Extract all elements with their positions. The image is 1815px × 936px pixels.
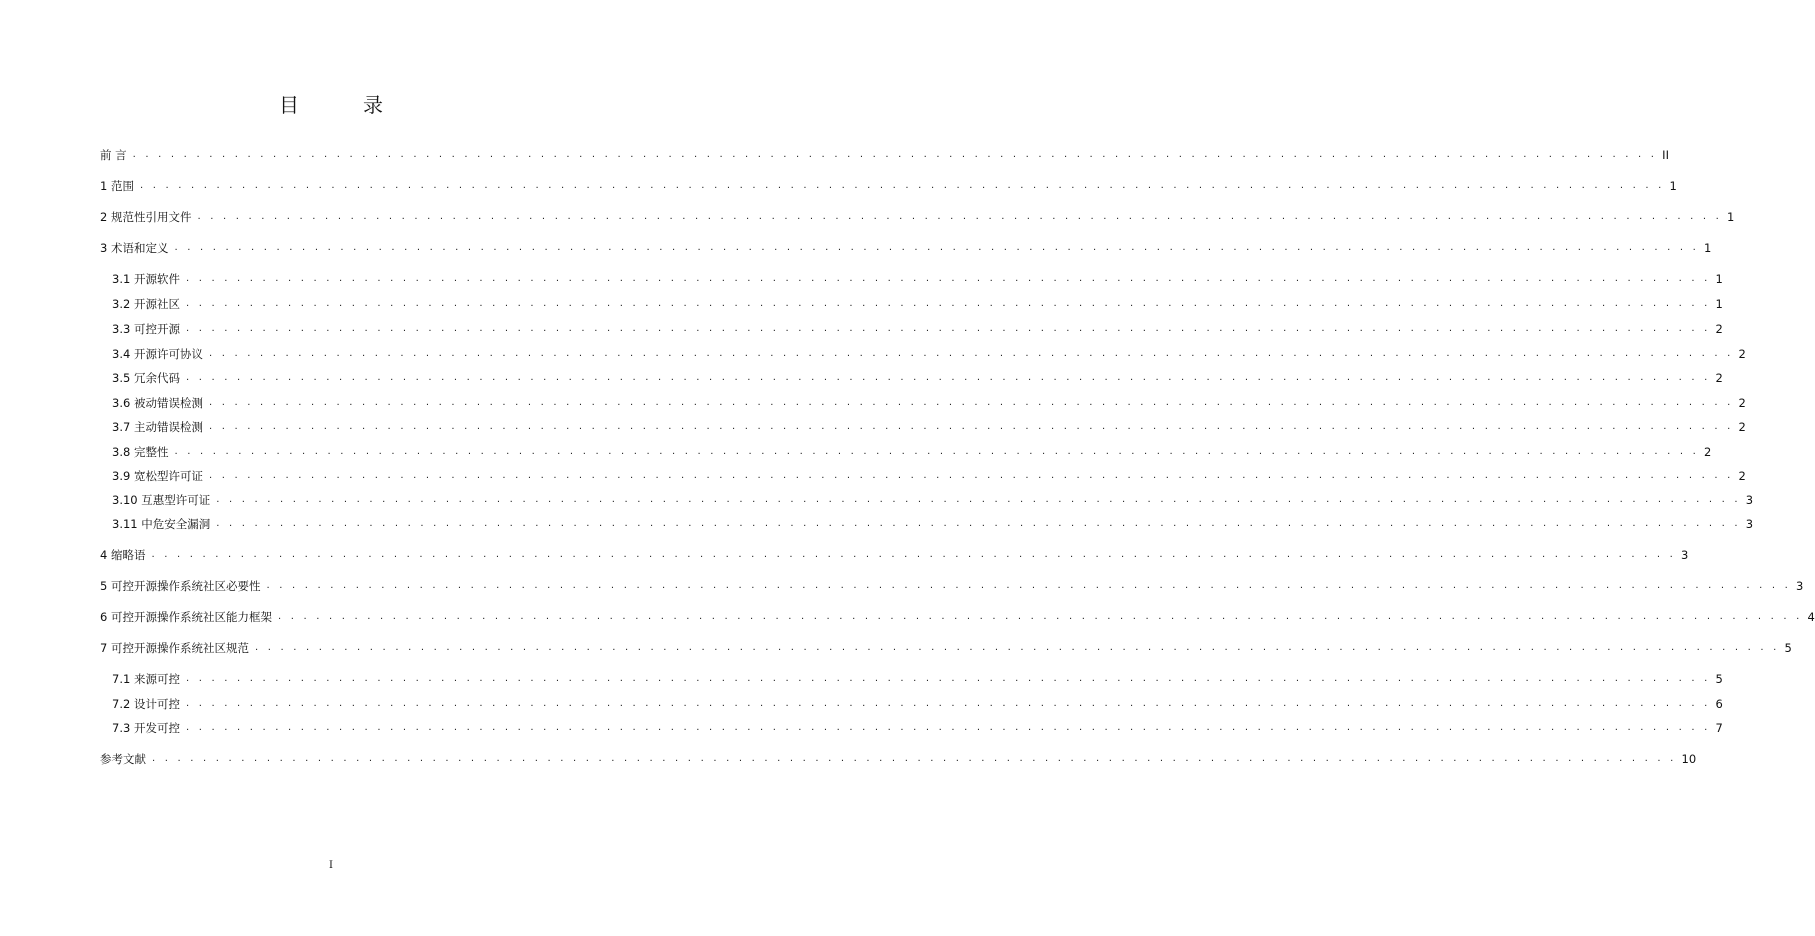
toc-dot-leader: . . . . . . . . . . . . . . . . . . . . . . . . . . . . . . . . . . . . . . . . . . . . . . . . . . . . . . . . . . . . . . . . . . . . . . . . . . . . . . . . . . . . . . . . . . . . . . . . . . . . . . . . . . . . . . . . . . . . . . . . [185, 273, 1711, 284]
toc-entry[interactable] [112, 671, 1723, 687]
toc-entry[interactable] [112, 296, 1723, 312]
toc-entry-label: 1 范围 [100, 179, 134, 193]
toc-entry-page: 5 [1784, 641, 1792, 655]
toc-entry[interactable] [112, 419, 1746, 435]
toc-entry[interactable] [112, 346, 1746, 362]
toc-dot-leader: . . . . . . . . . . . . . . . . . . . . . . . . . . . . . . . . . . . . . . . . . . . . . . . . . . . . . . . . . . . . . . . . . . . . . . . . . . . . . . . . . . . . . . . . . . . . . . . . . . . . . . . . . . . . . . . . . . . . . . . . [185, 298, 1711, 309]
toc-entry-page: 2 [1738, 469, 1746, 483]
toc-entry-label: 3.11 中危安全漏洞 [112, 517, 211, 531]
toc-entry-label: 4 缩略语 [100, 548, 146, 562]
toc-dot-leader: . . . . . . . . . . . . . . . . . . . . . . . . . . . . . . . . . . . . . . . . . . . . . . . . . . . . . . . . . . . . . . . . . . . . . . . . . . . . . . . . . . . . . . . . . . . . . . . . . . . . . . . . . . . . . . . . . . . . . . . . [151, 549, 1676, 560]
toc-entry[interactable] [112, 516, 1754, 532]
toc-entry-label: 7 可控开源操作系统社区规范 [100, 641, 249, 655]
toc-entry[interactable] [112, 720, 1723, 736]
toc-entry-label: 3.9 宽松型许可证 [112, 469, 203, 483]
toc-entry-page: 3 [1745, 493, 1754, 507]
toc-dot-leader: . . . . . . . . . . . . . . . . . . . . . . . . . . . . . . . . . . . . . . . . . . . . . . . . . . . . . . . . . . . . . . . . . . . . . . . . . . . . . . . . . . . . . . . . . . . . . . . . . . . . . . . . . . . . . . . . . . . . . . . . [208, 348, 1734, 359]
toc-entry-label: 7.3 开发可控 [112, 721, 180, 735]
toc-entry-page: 1 [1704, 241, 1712, 255]
toc-dot-leader: . . . . . . . . . . . . . . . . . . . . . . . . . . . . . . . . . . . . . . . . . . . . . . . . . . . . . . . . . . . . . . . . . . . . . . . . . . . . . . . . . . . . . . . . . . . . . . . . . . . . . . . . . . . . . . . . . . . . . . . . [216, 494, 1741, 505]
toc-dot-leader: . . . . . . . . . . . . . . . . . . . . . . . . . . . . . . . . . . . . . . . . . . . . . . . . . . . . . . . . . . . . . . . . . . . . . . . . . . . . . . . . . . . . . . . . . . . . . . . . . . . . . . . . . . . . . . . . . . . . . . . . [185, 722, 1711, 733]
toc-entry[interactable] [100, 751, 1697, 767]
toc-entry-label: 3.3 可控开源 [112, 322, 180, 336]
toc-entry[interactable] [100, 147, 1669, 163]
toc-entry-page: 3 [1745, 517, 1754, 531]
toc-dot-leader: . . . . . . . . . . . . . . . . . . . . . . . . . . . . . . . . . . . . . . . . . . . . . . . . . . . . . . . . . . . . . . . . . . . . . . . . . . . . . . . . . . . . . . . . . . . . . . . . . . . . . . . . . . . . . . . . . . . . . . . . [208, 421, 1734, 432]
toc-entry[interactable] [112, 321, 1723, 337]
page-number-footer: I [329, 860, 333, 871]
toc-entry[interactable] [100, 240, 1712, 256]
toc-entry-label: 3.5 冗余代码 [112, 371, 180, 385]
toc-entry-page: 4 [1807, 610, 1815, 624]
toc-entry-page: 5 [1715, 672, 1723, 686]
toc-entry[interactable] [100, 209, 1735, 225]
toc-entry-label: 3.6 被动错误检测 [112, 396, 203, 410]
toc-entry-page: 7 [1715, 721, 1723, 735]
toc-entry-page: 1 [1727, 210, 1735, 224]
toc-entry-page: 2 [1703, 445, 1712, 459]
toc-entry[interactable] [112, 395, 1746, 411]
toc-entry-label: 3.10 互惠型许可证 [112, 493, 211, 507]
toc-entry[interactable] [100, 178, 1677, 194]
toc-entry[interactable] [112, 492, 1754, 508]
toc-dot-leader: . . . . . . . . . . . . . . . . . . . . . . . . . . . . . . . . . . . . . . . . . . . . . . . . . . . . . . . . . . . . . . . . . . . . . . . . . . . . . . . . . . . . . . . . . . . . . . . . . . . . . . . . . . . . . . . . . . . . . . . . [152, 753, 1677, 764]
toc-dot-leader: . . . . . . . . . . . . . . . . . . . . . . . . . . . . . . . . . . . . . . . . . . . . . . . . . . . . . . . . . . . . . . . . . . . . . . . . . . . . . . . . . . . . . . . . . . . . . . . . . . . . . . . . . . . . . . . . . . . . . . . . [216, 518, 1741, 529]
toc-entry-page: 2 [1738, 396, 1746, 410]
toc-entry-label: 前 言 [100, 148, 127, 162]
toc-entry-label: 3.4 开源许可协议 [112, 347, 203, 361]
toc-entry-label: 3.7 主动错误检测 [112, 420, 203, 434]
toc-entry-page: II [1662, 148, 1669, 162]
toc-entry-label: 参考文献 [100, 752, 146, 766]
toc-entry-page: 1 [1715, 297, 1723, 311]
toc-entry-label: 7.2 设计可控 [112, 697, 180, 711]
toc-dot-leader: . . . . . . . . . . . . . . . . . . . . . . . . . . . . . . . . . . . . . . . . . . . . . . . . . . . . . . . . . . . . . . . . . . . . . . . . . . . . . . . . . . . . . . . . . . . . . . . . . . . . . . . . . . . . . . . . . . . . . . . . [174, 446, 1699, 457]
toc-entry-label: 2 规范性引用文件 [100, 210, 192, 224]
toc-entry[interactable] [100, 640, 1792, 656]
toc-entry-label: 3.2 开源社区 [112, 297, 180, 311]
toc-entry[interactable] [112, 271, 1723, 287]
toc-entry-label: 5 可控开源操作系统社区必要性 [100, 579, 261, 593]
toc-entry-page: 3 [1681, 548, 1689, 562]
toc-dot-leader: . . . . . . . . . . . . . . . . . . . . . . . . . . . . . . . . . . . . . . . . . . . . . . . . . . . . . . . . . . . . . . . . . . . . . . . . . . . . . . . . . . . . . . . . . . . . . . . . . . . . . . . . . . . . . . . . . . . . . . . . [266, 580, 1791, 591]
toc-dot-leader: . . . . . . . . . . . . . . . . . . . . . . . . . . . . . . . . . . . . . . . . . . . . . . . . . . . . . . . . . . . . . . . . . . . . . . . . . . . . . . . . . . . . . . . . . . . . . . . . . . . . . . . . . . . . . . . . . . . . . . . . [132, 149, 1658, 160]
toc-entry-label: 6 可控开源操作系统社区能力框架 [100, 610, 272, 624]
toc-dot-leader: . . . . . . . . . . . . . . . . . . . . . . . . . . . . . . . . . . . . . . . . . . . . . . . . . . . . . . . . . . . . . . . . . . . . . . . . . . . . . . . . . . . . . . . . . . . . . . . . . . . . . . . . . . . . . . . . . . . . . . . . [185, 372, 1711, 383]
toc-dot-leader: . . . . . . . . . . . . . . . . . . . . . . . . . . . . . . . . . . . . . . . . . . . . . . . . . . . . . . . . . . . . . . . . . . . . . . . . . . . . . . . . . . . . . . . . . . . . . . . . . . . . . . . . . . . . . . . . . . . . . . . . [185, 698, 1711, 709]
toc-entry-label: 3 术语和定义 [100, 241, 169, 255]
toc-entry[interactable] [112, 370, 1723, 386]
toc-entry[interactable] [100, 578, 1804, 594]
toc-entry[interactable] [100, 547, 1689, 563]
toc-entry-page: 1 [1715, 272, 1723, 286]
toc-entry-label: 3.1 开源软件 [112, 272, 180, 286]
toc-dot-leader: . . . . . . . . . . . . . . . . . . . . . . . . . . . . . . . . . . . . . . . . . . . . . . . . . . . . . . . . . . . . . . . . . . . . . . . . . . . . . . . . . . . . . . . . . . . . . . . . . . . . . . . . . . . . . . . . . . . . . . . . [254, 642, 1780, 653]
page-title: 目 录 [279, 93, 405, 117]
toc-entry[interactable] [112, 696, 1723, 712]
toc-dot-leader: . . . . . . . . . . . . . . . . . . . . . . . . . . . . . . . . . . . . . . . . . . . . . . . . . . . . . . . . . . . . . . . . . . . . . . . . . . . . . . . . . . . . . . . . . . . . . . . . . . . . . . . . . . . . . . . . . . . . . . . . [197, 211, 1722, 222]
toc-dot-leader: . . . . . . . . . . . . . . . . . . . . . . . . . . . . . . . . . . . . . . . . . . . . . . . . . . . . . . . . . . . . . . . . . . . . . . . . . . . . . . . . . . . . . . . . . . . . . . . . . . . . . . . . . . . . . . . . . . . . . . . . [208, 470, 1734, 481]
toc-entry-page: 3 [1796, 579, 1804, 593]
toc-entry-label: 7.1 来源可控 [112, 672, 180, 686]
toc-entry-page: 2 [1715, 322, 1723, 336]
toc-dot-leader: . . . . . . . . . . . . . . . . . . . . . . . . . . . . . . . . . . . . . . . . . . . . . . . . . . . . . . . . . . . . . . . . . . . . . . . . . . . . . . . . . . . . . . . . . . . . . . . . . . . . . . . . . . . . . . . . . . . . . . . . [185, 673, 1711, 684]
toc-entry-page: 2 [1738, 347, 1746, 361]
toc-dot-leader: . . . . . . . . . . . . . . . . . . . . . . . . . . . . . . . . . . . . . . . . . . . . . . . . . . . . . . . . . . . . . . . . . . . . . . . . . . . . . . . . . . . . . . . . . . . . . . . . . . . . . . . . . . . . . . . . . . . . . . . . [277, 611, 1803, 622]
toc-entry[interactable] [112, 444, 1712, 460]
toc-entry-page: 2 [1738, 420, 1746, 434]
toc-entry-page: 10 [1681, 752, 1697, 766]
toc-entry-label: 3.8 完整性 [112, 445, 169, 459]
toc-dot-leader: . . . . . . . . . . . . . . . . . . . . . . . . . . . . . . . . . . . . . . . . . . . . . . . . . . . . . . . . . . . . . . . . . . . . . . . . . . . . . . . . . . . . . . . . . . . . . . . . . . . . . . . . . . . . . . . . . . . . . . . . [174, 242, 1699, 253]
toc-entry-page: 6 [1715, 697, 1723, 711]
toc-dot-leader: . . . . . . . . . . . . . . . . . . . . . . . . . . . . . . . . . . . . . . . . . . . . . . . . . . . . . . . . . . . . . . . . . . . . . . . . . . . . . . . . . . . . . . . . . . . . . . . . . . . . . . . . . . . . . . . . . . . . . . . . [208, 397, 1734, 408]
toc-entry[interactable] [100, 609, 1815, 625]
toc-entry-page: 2 [1715, 371, 1723, 385]
toc-dot-leader: . . . . . . . . . . . . . . . . . . . . . . . . . . . . . . . . . . . . . . . . . . . . . . . . . . . . . . . . . . . . . . . . . . . . . . . . . . . . . . . . . . . . . . . . . . . . . . . . . . . . . . . . . . . . . . . . . . . . . . . . [139, 180, 1665, 191]
toc-entry-page: 1 [1669, 179, 1677, 193]
toc-entry[interactable] [112, 468, 1746, 484]
toc-dot-leader: . . . . . . . . . . . . . . . . . . . . . . . . . . . . . . . . . . . . . . . . . . . . . . . . . . . . . . . . . . . . . . . . . . . . . . . . . . . . . . . . . . . . . . . . . . . . . . . . . . . . . . . . . . . . . . . . . . . . . . . . [185, 323, 1711, 334]
